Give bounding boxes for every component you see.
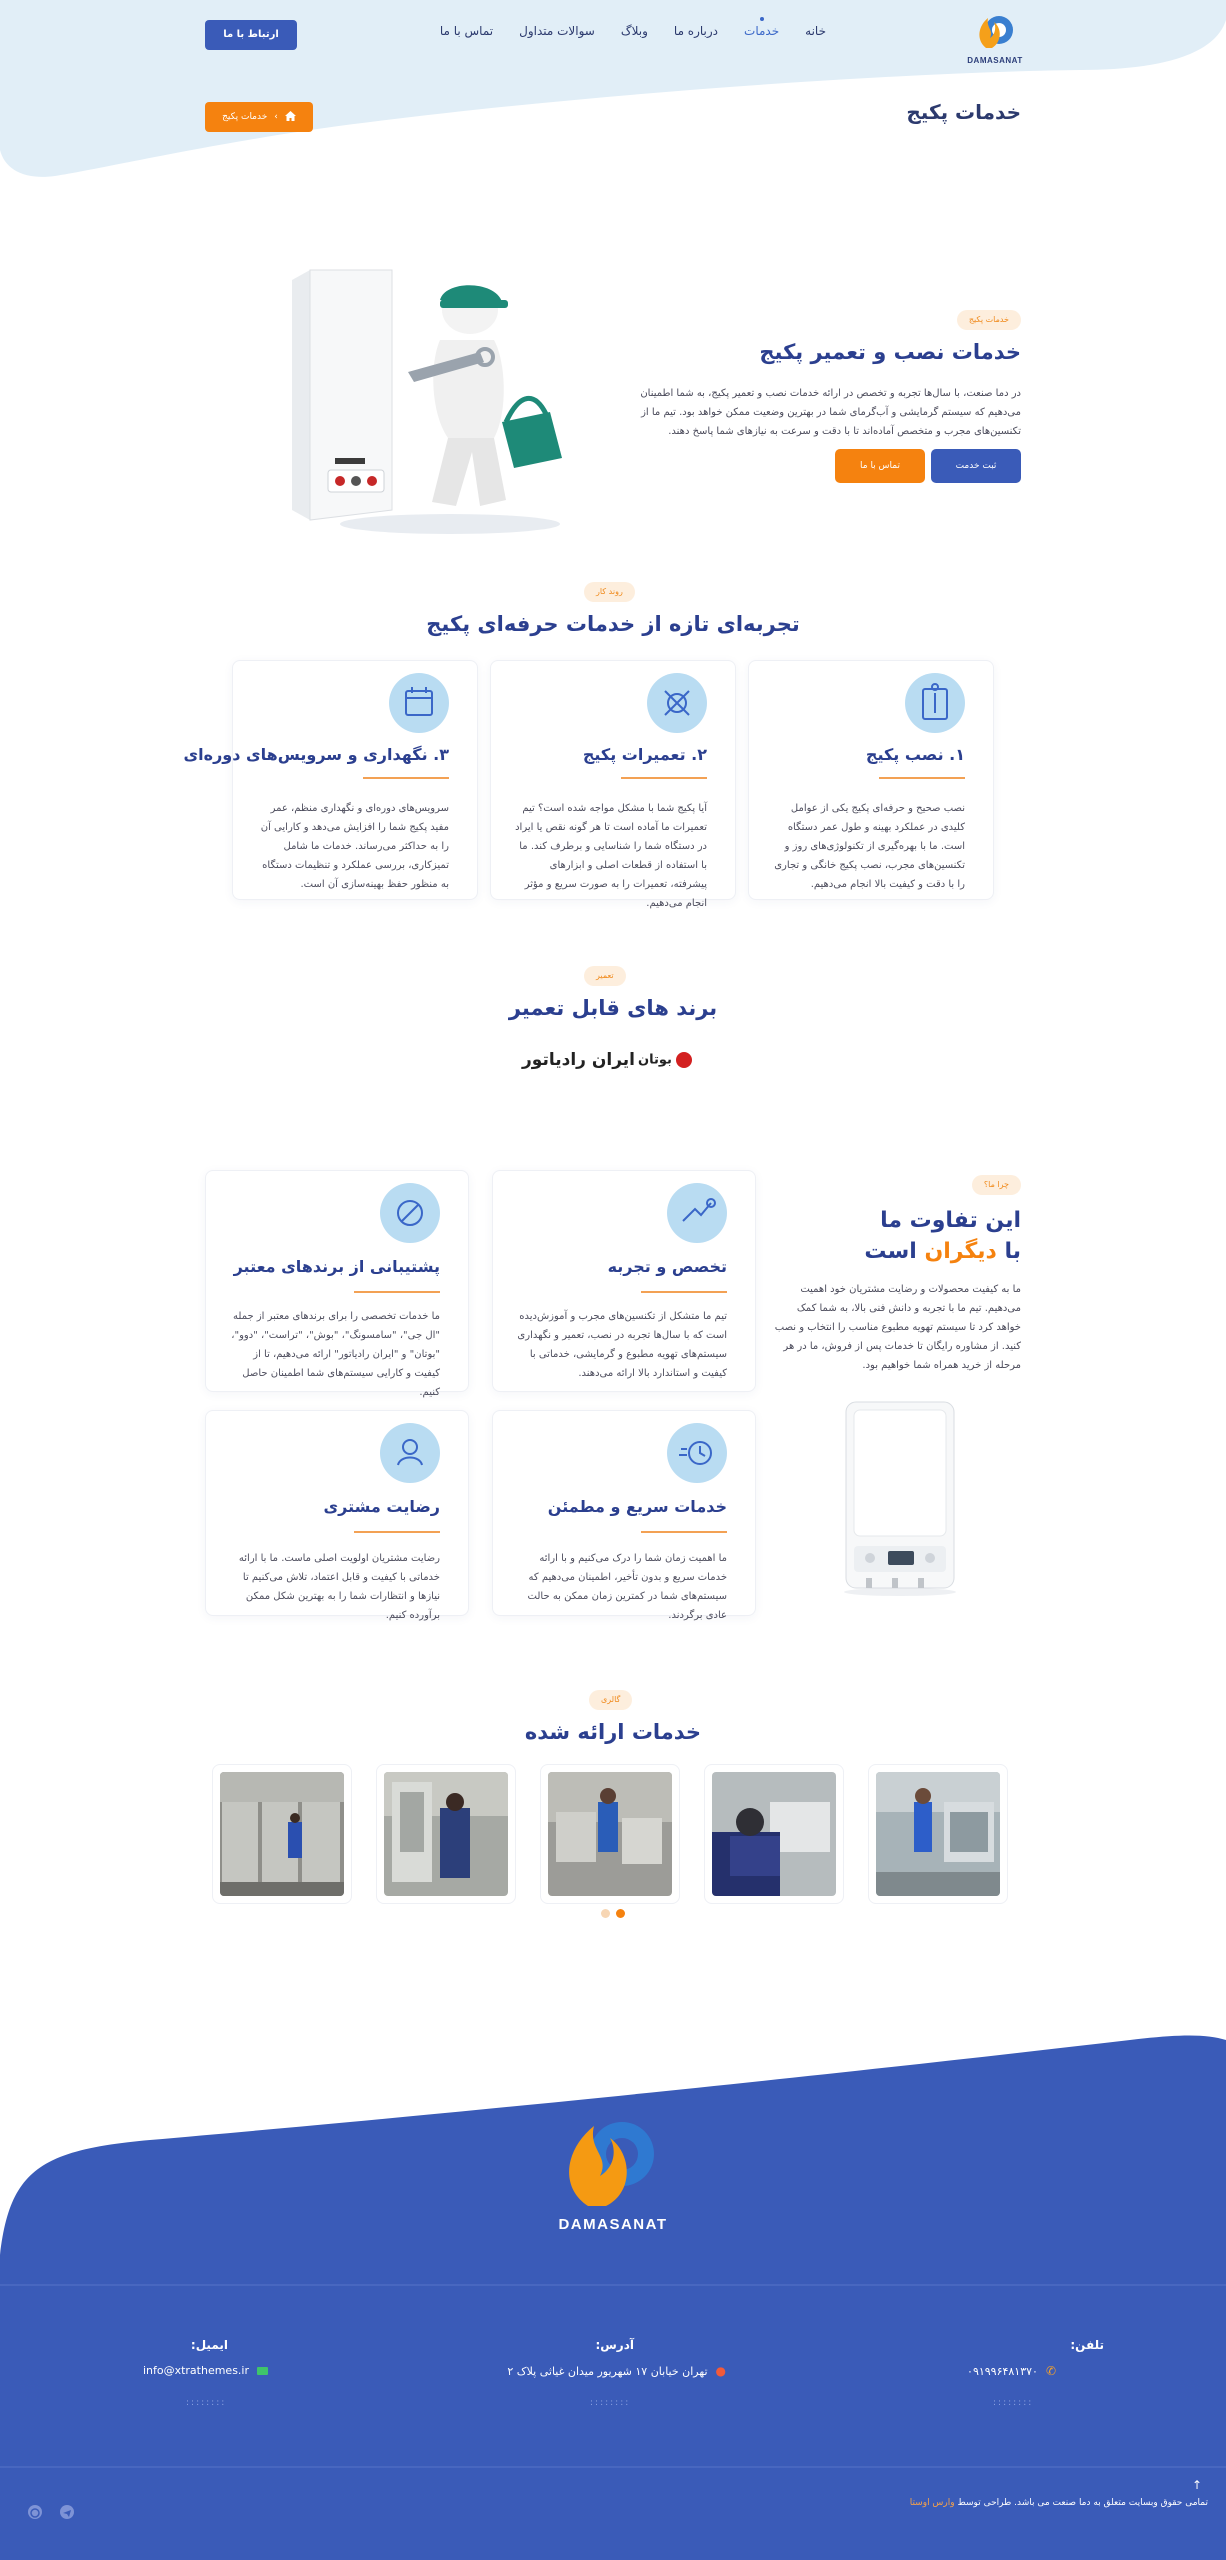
process-card-title: ۱. نصب پکیج bbox=[865, 745, 965, 764]
nav-blog[interactable]: وبلاگ bbox=[620, 24, 648, 38]
process-card-text: سرویس‌های دوره‌ای و نگهداری منظم، عمر مفید پکیج شما را افزایش می‌دهد و کارایی آن را به حداکثر می‌رساند. خدمات ما شامل تمیزکاری، بررسی عملکرد و تنظیمات دستگاه به منظور حفظ بهینه‌سازی آن است. bbox=[260, 803, 449, 890]
footer-address-value: تهران خیابان ۱۷ شهریور میدان غیاثی پلاک ۲ bbox=[507, 2364, 708, 2378]
brands-title: برند های قابل تعمیر bbox=[508, 996, 718, 1020]
scroll-to-top-icon[interactable]: ↑ bbox=[1191, 2478, 1202, 2492]
nav-services[interactable]: خدمات bbox=[744, 24, 780, 38]
difference-title-line2: با دیگران است bbox=[864, 1239, 1021, 1264]
process-title: تجربه‌ای تازه از خدمات حرفه‌ای پکیج bbox=[426, 612, 800, 636]
nav-about[interactable]: درباره ما bbox=[673, 24, 719, 38]
process-card-maintenance bbox=[183, 660, 478, 900]
location-pin-icon: ● bbox=[715, 2364, 726, 2378]
gallery-item[interactable] bbox=[540, 1764, 680, 1904]
footer-email-label: ایمیل: bbox=[190, 2338, 228, 2352]
divider bbox=[354, 1531, 440, 1533]
service-photo-3 bbox=[548, 1772, 672, 1896]
copyright bbox=[910, 2498, 1208, 2508]
hero-chip: خدمات پکیج bbox=[957, 310, 1021, 330]
service-photo-1 bbox=[876, 1772, 1000, 1896]
footer-email-value: info@xtrathemes.ir bbox=[142, 2364, 249, 2377]
brands-chip: تعمیر bbox=[584, 966, 626, 986]
register-service-button[interactable]: ثبت خدمت bbox=[931, 449, 1021, 483]
feature-card-satisfaction bbox=[205, 1410, 469, 1621]
breadcrumb bbox=[205, 102, 313, 132]
hero-contact-button[interactable]: تماس با ما bbox=[835, 449, 925, 483]
footer-phone-label: تلفن: bbox=[1070, 2338, 1104, 2352]
fast-service-icon bbox=[667, 1423, 727, 1483]
site-logo[interactable] bbox=[965, 10, 1025, 66]
feature-card-title: خدمات سریع و مطمئن bbox=[547, 1497, 727, 1516]
nav-contact[interactable]: تماس با ما bbox=[439, 24, 494, 38]
footer-logo[interactable] bbox=[550, 2110, 676, 2233]
footer-email-dots: :::::::: bbox=[186, 2398, 227, 2408]
chevron-left-icon: › bbox=[274, 112, 278, 122]
process-card-text: نصب صحیح و حرفه‌ای پکیج یکی از عوامل کلیدی در عملکرد بهینه و طول عمر دستگاه است. ما با بهره‌گیری از تکنولوژی‌های روز و تکنسین‌های مجرب، نصب پکیج خانگی و تجاری را با دقت و کیفیت بالا انجام می‌دهیم. bbox=[774, 803, 965, 890]
divider bbox=[641, 1531, 727, 1533]
designer-link[interactable]: وارس اوستا bbox=[909, 2498, 955, 2508]
difference-title-line1: این تفاوت ما bbox=[880, 1208, 1021, 1233]
feature-card-title: پشتیبانی از برندهای معتبر bbox=[233, 1257, 440, 1276]
breadcrumb-current: خدمات پکیج bbox=[222, 112, 268, 122]
gallery-title: خدمات ارائه شده bbox=[524, 1720, 702, 1744]
feature-card-title: رضایت مشتری bbox=[323, 1497, 440, 1516]
tools-icon bbox=[380, 1183, 440, 1243]
customer-icon bbox=[380, 1423, 440, 1483]
calendar-icon bbox=[389, 673, 449, 733]
mail-icon bbox=[257, 2367, 268, 2375]
divider bbox=[879, 777, 965, 779]
feature-card-text: ما اهمیت زمان شما را درک می‌کنیم و با ارائه خدمات سریع و بدون تأخیر، اطمینان می‌دهیم که سیستم‌های شما در کمترین زمان ممکن به حالت عادی برگردند. bbox=[527, 1553, 727, 1621]
nav-home[interactable]: خانه bbox=[805, 24, 826, 38]
footer-phone[interactable] bbox=[967, 2364, 1056, 2378]
gallery-chip: گالری bbox=[589, 1690, 632, 1710]
process-card-install bbox=[748, 660, 994, 900]
worker-icon bbox=[667, 1183, 727, 1243]
feature-card-title: تخصص و تجربه bbox=[607, 1257, 727, 1276]
carousel-dot[interactable] bbox=[601, 1909, 610, 1918]
footer-email[interactable] bbox=[143, 2364, 268, 2377]
service-photo-4 bbox=[384, 1772, 508, 1896]
logo-text: DAMASANAT bbox=[967, 56, 1023, 65]
feature-card-text: تیم ما متشکل از تکنسین‌های مجرب و آموزش‌دیده است که با سال‌ها تجربه در نصب، تعمیر و نگهداری سیستم‌های تهویه مطبوع و گرمایشی، خدماتی با کیفیت و استاندارد بالا ارائه می‌دهند. bbox=[517, 1311, 727, 1379]
feature-card-brands bbox=[205, 1170, 469, 1398]
wall-boiler-image bbox=[832, 1396, 968, 1596]
process-chip: روند کار bbox=[584, 582, 635, 602]
footer-address-dots: :::::::: bbox=[590, 2398, 631, 2408]
whatsapp-icon[interactable] bbox=[28, 2505, 42, 2519]
process-card-text: آیا پکیج شما با مشکل مواجه شده است؟ تیم تعمیرات ما آماده است تا هر گونه نقص یا ایراد در دستگاه شما را شناسایی و برطرف کند. ما با استفاده از قطعات اصلی و ابزارهای پیشرفته، تعمیرات را به صورت سریع و مؤثر انجام می‌دهیم. bbox=[515, 803, 707, 909]
boiler-technician-illustration bbox=[280, 262, 570, 542]
difference-title bbox=[864, 1205, 1021, 1267]
process-card-title: ۳. نگهداری و سرویس‌های دوره‌ای bbox=[183, 745, 449, 764]
main-nav bbox=[440, 24, 826, 38]
gallery-item[interactable] bbox=[212, 1764, 352, 1904]
process-card-repair bbox=[490, 660, 736, 909]
copyright-text: تمامی حقوق وبسایت متعلق به دما صنعت می باشد. طراحی توسط bbox=[954, 2498, 1208, 2508]
footer-logo-text: DAMASANAT bbox=[558, 2216, 668, 2233]
brand-name: بوتان bbox=[638, 1052, 672, 1068]
footer-address bbox=[507, 2364, 726, 2378]
wrench-gear-icon bbox=[647, 673, 707, 733]
feature-card-text: ما خدمات تخصصی را برای برندهای معتبر از جمله "ال جی"، "سامسونگ"، "بوش"، "تراست"، "دوو"، "بوتان" و "ایران رادیاتور" ارائه می‌دهیم، تا از کیفیت و کارایی سیستم‌های شما اطمینان حاصل کنیم. bbox=[231, 1311, 440, 1398]
home-icon[interactable] bbox=[285, 111, 296, 124]
nav-faq[interactable]: سوالات متداول bbox=[519, 24, 595, 38]
divider bbox=[641, 1291, 727, 1293]
carousel-dot-active[interactable] bbox=[616, 1909, 625, 1918]
gallery-item[interactable] bbox=[376, 1764, 516, 1904]
brand-logo-butane[interactable] bbox=[638, 1052, 692, 1068]
logo-icon bbox=[972, 10, 1018, 54]
hero-description: در دما صنعت، با سال‌ها تجربه و تخصص در ارائه خدمات نصب و تعمیر پکیج، به شما اطمینان می‌دهیم که سیستم گرمایشی و آب‌گرمای شما در بهترین وضعیت ممکن خواهد بود. تیم ما از تکنسین‌های مجرب و متخصص آماده‌اند تا با دقت و سرعت به نیازهای شما پاسخ دهند. bbox=[640, 388, 1021, 437]
hero-title: خدمات نصب و تعمیر پکیج bbox=[759, 340, 1021, 364]
phone-icon: ✆ bbox=[1045, 2364, 1056, 2378]
feature-card-expertise bbox=[492, 1170, 756, 1392]
page-title: خدمات پکیج bbox=[906, 100, 1021, 124]
difference-description: ما به کیفیت محصولات و رضایت مشتریان خود اهمیت می‌دهیم. تیم ما با تجربه و دانش فنی بالا، به شما کمک خواهد کرد تا سیستم تهویه مطبوع مناسب را انتخاب و نصب کنید. از مشاوره رایگان تا خدمات پس از فروش، ما در هر مرحله از خرید همراه شما خواهیم بود. bbox=[774, 1284, 1021, 1371]
brand-logo-iran-radiator[interactable]: ایران رادیاتور bbox=[522, 1050, 635, 1070]
difference-highlight: دیگران bbox=[924, 1239, 997, 1264]
footer-phone-value: ۰۹۱۹۹۶۴۸۱۳۷۰ bbox=[967, 2364, 1038, 2378]
difference-chip: چرا ما؟ bbox=[972, 1175, 1021, 1195]
feature-card-fast bbox=[492, 1410, 756, 1621]
service-photo-5 bbox=[220, 1772, 344, 1896]
divider bbox=[363, 777, 449, 779]
service-photo-2 bbox=[712, 1772, 836, 1896]
footer-address-label: آدرس: bbox=[595, 2338, 634, 2352]
gallery-item[interactable] bbox=[704, 1764, 844, 1904]
divider bbox=[621, 777, 707, 779]
process-card-title: ۲. تعمیرات پکیج bbox=[582, 745, 707, 764]
telegram-icon[interactable] bbox=[60, 2505, 74, 2519]
contact-us-button[interactable]: ارتباط با ما bbox=[205, 20, 297, 50]
divider bbox=[354, 1291, 440, 1293]
installer-icon bbox=[905, 673, 965, 733]
gallery-item[interactable] bbox=[868, 1764, 1008, 1904]
feature-card-text: رضایت مشتریان اولویت اصلی ماست. ما با ارائه خدماتی با کیفیت و قابل اعتماد، تلاش می‌کنیم تا نیازها و انتظارات شما را به بهترین شکل ممکن برآورده کنیم. bbox=[238, 1553, 440, 1621]
footer-phone-dots: :::::::: bbox=[993, 2398, 1034, 2408]
logo-icon bbox=[558, 2110, 668, 2210]
